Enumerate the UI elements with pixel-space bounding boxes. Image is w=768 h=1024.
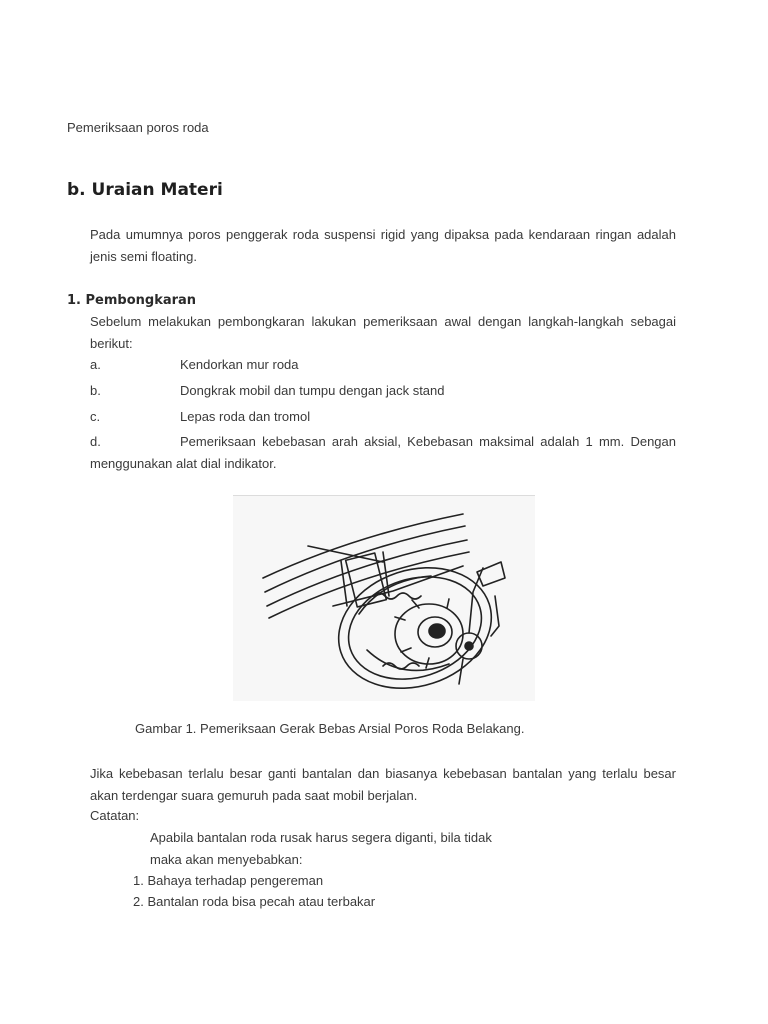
step-letter-d: d.: [90, 434, 101, 449]
figure-rear-axle-inspection: [233, 495, 535, 701]
step-letter-c: c.: [90, 409, 101, 424]
step-text-d: Pemeriksaan kebebasan arah aksial, Kebebasan maksimal adalah 1 mm. Dengan: [180, 434, 676, 449]
step-letter-a: a.: [90, 357, 101, 372]
note-line-1: Apabila bantalan roda rusak harus segera diganti, bila tidak: [150, 830, 492, 845]
note-label: Catatan:: [90, 808, 140, 823]
page-topic: Pemeriksaan poros roda: [67, 120, 209, 135]
subsection-title: 1. Pembongkaran: [67, 293, 197, 308]
subsection-intro: Sebelum melakukan pembongkaran lakukan pemeriksaan awal dengan langkah-langkah sebagai berikut:: [90, 314, 676, 351]
section-heading: b. Uraian Materi: [67, 180, 223, 200]
consequence-item-2: 2. Bantalan roda bisa pecah atau terbakar: [133, 894, 376, 909]
step-text-a: Kendorkan mur roda: [180, 357, 299, 372]
step-letter-b: b.: [90, 383, 101, 398]
consequence-item-1: 1. Bahaya terhadap pengereman: [133, 873, 324, 888]
note-paragraph: Jika kebebasan terlalu besar ganti bantalan dan biasanya kebebasan bantalan yang terlalu besar akan terdengar suara gemuruh pada saat mobil berjalan.: [90, 766, 676, 803]
intro-paragraph: Pada umumnya poros penggerak roda suspensi rigid yang dipaksa pada kendaraan ringan adalah jenis semi floating.: [90, 227, 676, 264]
figure-caption: Gambar 1. Pemeriksaan Gerak Bebas Arsial Poros Roda Belakang.: [135, 721, 525, 736]
step-text-b: Dongkrak mobil dan tumpu dengan jack stand: [180, 383, 445, 398]
step-text-d-continuation: menggunakan alat dial indikator.: [90, 456, 277, 471]
step-text-c: Lepas roda dan tromol: [180, 409, 311, 424]
note-line-2: maka akan menyebabkan:: [150, 852, 303, 867]
rear-axle-dial-indicator-illustration: [233, 496, 535, 701]
